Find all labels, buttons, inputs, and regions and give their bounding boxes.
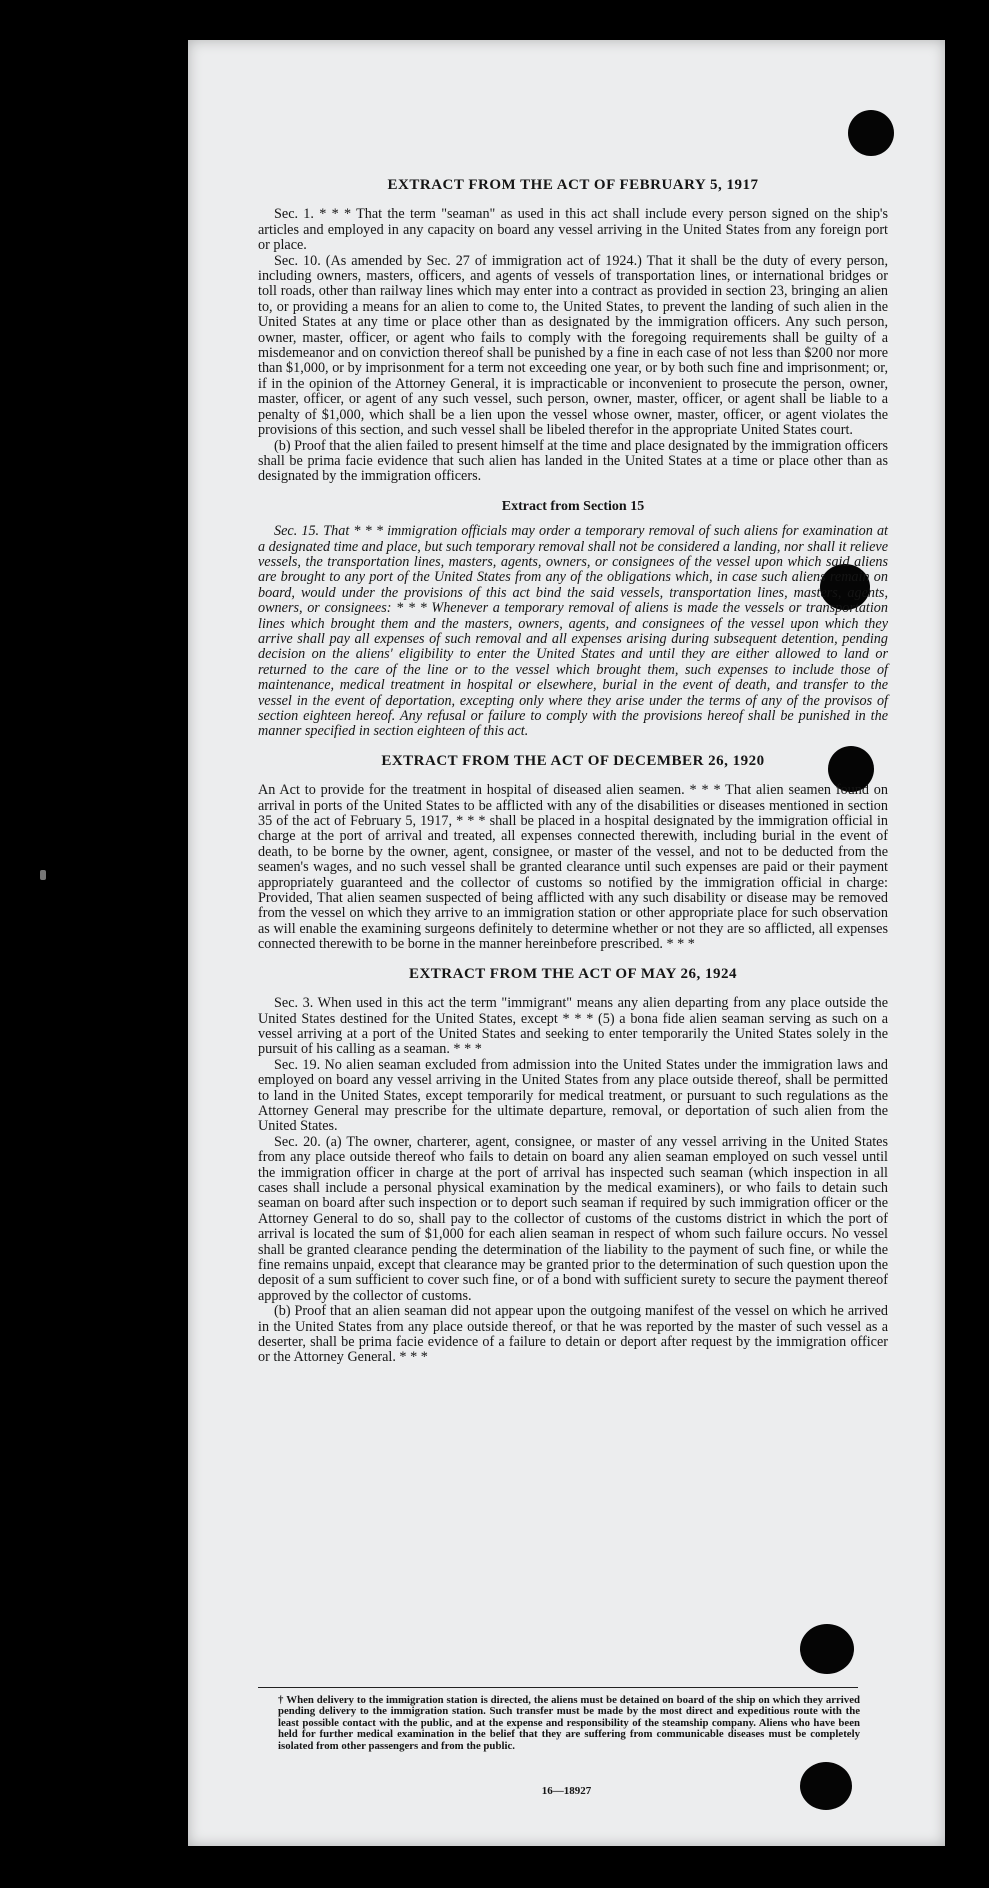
section-act-feb-1917 (258, 178, 888, 485)
section-heading: EXTRACT FROM THE ACT OF MAY 26, 1924 (408, 965, 738, 982)
section-act-may-1924 (258, 967, 888, 1366)
paragraph: Sec. 1. * * * That the term "seaman" as used in this act shall include every person signed on the ship's articles and employed in any capacity on board any vessel arriving in the United States from any foreign port or place. (258, 206, 888, 254)
section-heading: EXTRACT FROM THE ACT OF DECEMBER 26, 1920 (381, 752, 765, 769)
paragraph: Sec. 15. That * * * immigration officials may order a temporary removal of such aliens for examination at a designated time and place, but such temporary removal shall not be considered a landing, nor shall it relieve vessels, the transportation lines, masters, agents, owners, or consignees of the vessel upon which said aliens are brought to any port of the United States from any of the obligations which, in case such aliens remain on board, would under the provisions of this act bind the said vessels, transportation lines, masters, agents, owners, or consignees: * * * Whenever a temporary removal of aliens is made the vessels or transportation lines which brought them and the masters, owners, agents, and consignees of the vessel upon which they arrive shall pay all expenses of such removal and all expenses arising during subsequent detention, pending decision on the aliens' eligibility to enter the United States and until they are either allowed to land or returned to the care of the line or to the vessel which brought them, such expenses to include those of maintenance, medical treatment in hospital or elsewhere, burial in the event of death, and transfer to the vessel in the event of deportation, excepting only where they arise under the terms of any of the provisos of section eighteen hereof. Any refusal or failure to comply with the provisions hereof shall be punished in the manner specified in section eighteen of this act. (258, 523, 888, 740)
paragraph: An Act to provide for the treatment in hospital of diseased alien seamen. * * * That alien seamen found on arrival in ports of the United States to be afflicted with any of the disabilities or diseases mentioned in section 35 of the act of February 5, 1917, * * * shall be placed in a hospital designated by the immigration official in charge at the port of arrival and treated, all expenses connected therewith, including burial in the event of death, to be borne by the owner, agent, consignee, or master of the vessel, and not to be deducted from the seamen's wages, and no such vessel shall be granted clearance until such expenses are paid or their payment appropriately guaranteed and the collector of customs so notified by the immigration official in charge: Provided, That alien seamen suspected of being afflicted with any such disability or disease may be removed from the vessel on which they arrive to an immigration station or other appropriate place for such observation as will enable the examining surgeons definitely to determine whether or not they are so afflicted, all expenses connected therewith to be borne in the manner hereinbefore prescribed. * * * (258, 782, 888, 953)
document-page (188, 40, 945, 1846)
section-extract-15 (258, 499, 888, 740)
paragraph: Sec. 3. When used in this act the term "immigrant" means any alien departing from any place outside the United States destined for the United States, except * * * (5) a bona fide alien seaman serving as such on a vessel arriving at a port of the United States and seeking to enter temporarily the United States solely in the pursuit of his calling as a seaman. * * * (258, 995, 888, 1058)
punch-hole (800, 1624, 854, 1674)
paragraph: Sec. 10. (As amended by Sec. 27 of immigration act of 1924.) That it shall be the duty of every person, including owners, masters, officers, and agents of vessels of transportation lines, or international bridges or toll roads, other than railway lines which may enter into a contract as provided in section 23, bringing an alien to, or providing a means for an alien to come to, the United States, to prevent the landing of such alien in the United States at any time or place other than as designated by the immigration officers. Any such person, owner, master, officer, or agent who fails to comply with the foregoing requirements shall be guilty of a misdemeanor and on conviction thereof shall be punished by a fine in each case of not less than $200 nor more than $1,000, or by imprisonment for a term not exceeding one year, or by both such fine and imprisonment; or, if in the opinion of the Attorney General, it is impracticable or inconvenient to prosecute the person, owner, master, officer, or agent of any such vessel, such person, owner, master, officer, or agent shall be liable to a penalty of $1,000, which shall be a lien upon the vessel whose owner, master, officer, or agent violates the provisions of this section, and such vessel shall be libeled therefor in the appropriate United States court. (258, 252, 888, 439)
paragraph: Sec. 20. (a) The owner, charterer, agent, consignee, or master of any vessel arriving in the United States from any place outside thereof who fails to detain on board any alien seaman employed on such vessel until the immigration officer in charge at the port of arrival has inspected such seaman (which inspection in all cases shall include a personal physical examination by the medical examiners), or who fails to detain such seaman on board after such inspection or to deport such seaman if required by such immigration officer or the Attorney General to do so, shall pay to the collector of customs of the customs district in which the port of arrival is located the sum of $1,000 for each alien seaman in respect of whom such failure occurs. No vessel shall be granted clearance pending the determination of the liability to the payment of such fine, or while the fine remains unpaid, except that clearance may be granted prior to the determination of such question upon the deposit of a sum sufficient to cover such fine, or of a bond with sufficient surety to secure the payment thereof approved by the collector of customs. (258, 1133, 888, 1304)
section-heading: EXTRACT FROM THE ACT OF FEBRUARY 5, 1917 (387, 177, 759, 193)
section-subheading: Extract from Section 15 (501, 498, 645, 514)
punch-hole (848, 110, 894, 156)
footnote: † When delivery to the immigration station is directed, the aliens must be detained on board of the ship on which they arrived pending delivery to the immigration station. Such transfer must be made by the most direct and expeditious route with the least possible contact with the public, and at the expense and responsibility of the steamship company. Aliens who have been held for further medical examination in the belief that they are suffering from communicable diseases must be completely isolated from other passengers and from the public. (278, 1694, 860, 1752)
paragraph: (b) Proof that an alien seaman did not appear upon the outgoing manifest of the vessel on which he arrived in the United States from any place outside thereof, or that he was reported by the master of such vessel as a deserter, shall be prima facie evidence of a failure to detain or deport after request by the immigration officer or the Attorney General. * * * (258, 1303, 888, 1366)
document-body (258, 178, 888, 1380)
scan-speck (40, 870, 46, 880)
footnote-divider (258, 1687, 858, 1688)
section-act-dec-1920 (258, 754, 888, 953)
paragraph: Sec. 19. No alien seaman excluded from admission into the United States under the immigration laws and employed on board any vessel arriving in the United States from any place outside thereof, shall be permitted to land in the United States, except temporarily for medical treatment, or pursuant to such regulations as the Attorney General may prescribe for the ultimate departure, removal, or deportation of such alien from the United States. (258, 1056, 888, 1135)
paragraph: (b) Proof that the alien failed to present himself at the time and place designated by the immigration officers shall be prima facie evidence that such alien has landed in the United States at a time or place other than as designated by the immigration officers. (258, 437, 888, 485)
form-number: 16—18927 (541, 1785, 592, 1797)
